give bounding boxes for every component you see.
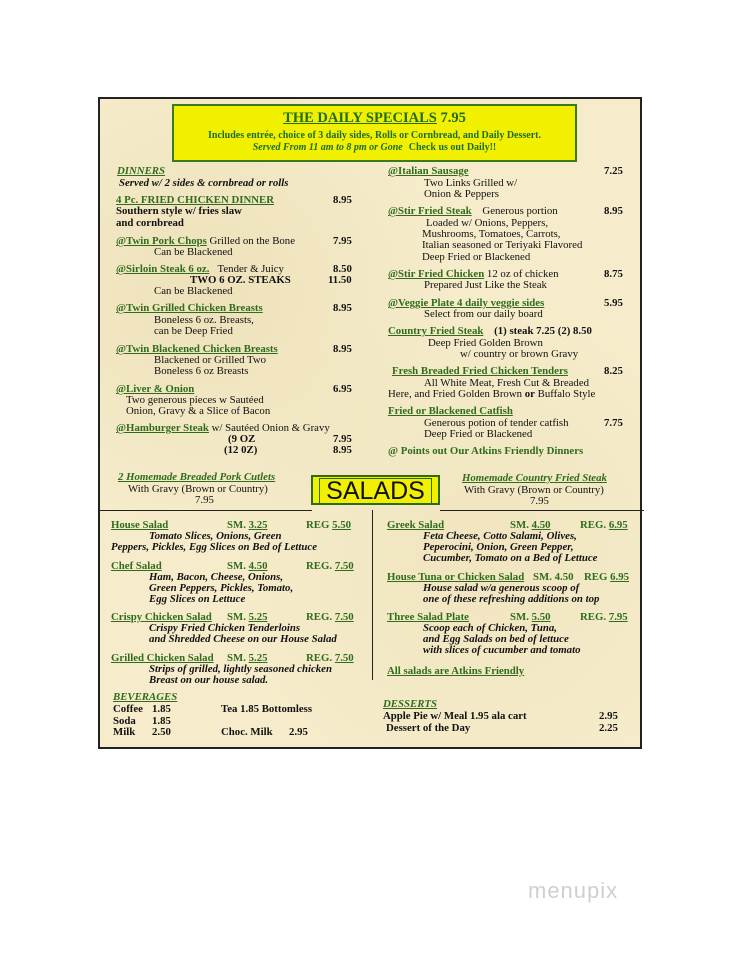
stir-fried-steak-price: 8.95 [604,205,623,217]
italian-desc2: Onion & Peppers [424,188,499,200]
salad-name: House Tuna or Chicken Salad [387,571,525,583]
italian-desc: Two Links Grilled w/ [424,177,518,189]
section-divider-right [440,510,644,511]
salad-description: Scoop each of Chicken, Tuna, [423,622,557,634]
salad-sm-price: SM. 5.50 [510,611,551,623]
salad-sm-price: SM. 3.25 [227,519,268,531]
apple-pie-item: Apple Pie w/ Meal 1.95 ala cart [383,710,527,722]
sirloin-price2: 11.50 [328,274,352,286]
beverages-heading: BEVERAGES [113,691,178,703]
banner-title: THE DAILY SPECIALS 7.95 [283,110,466,126]
blackened-chicken-item: @Twin Blackened Chicken Breasts [116,343,278,355]
salads-heading: SALADS [319,478,432,504]
banner-served: Served From 11 am to 8 pm or Gone Check us out Daily!! [252,142,497,153]
hamburger-size1: (9 OZ [228,433,256,445]
fried-chicken-desc2: and cornbread [116,217,184,229]
country-special-desc: With Gravy (Brown or Country) [464,484,604,496]
tea-item: Tea 1.85 Bottomless [221,703,313,715]
liver-desc2: Onion, Gravy & a Slice of Bacon [126,405,271,417]
soda-label: Soda [113,715,136,727]
italian-sausage-price: 7.25 [604,165,623,177]
dessert-of-day: Dessert of the Day [386,722,471,734]
hamburger-item: @Hamburger Steak w/ Sautéed Onion & Gravy [116,422,330,434]
salad-description: and Egg Salads on bed of lettuce [423,633,569,645]
country-special-price: 7.95 [530,495,549,507]
fried-chicken-dinner: 4 Pc. FRIED CHICKEN DINNER [116,194,275,206]
salad-description: Feta Cheese, Cotto Salami, Olives, [423,530,577,542]
stir-fried-chicken-price: 8.75 [604,268,623,280]
stirfry-chicken-desc: Prepared Just Like the Steak [424,279,547,291]
stir-fried-steak-item: @Stir Fried Steak Generous portion [388,205,558,217]
salad-description: Egg Slices on Lettuce [149,593,246,605]
milk-price: 2.50 [152,726,171,738]
italian-sausage-item: @Italian Sausage [388,165,469,177]
sirloin-two: TWO 6 OZ. STEAKS [190,274,291,286]
hamburger-price1: 7.95 [333,433,352,445]
pork-chops-item: @Twin Pork Chops Grilled on the Bone [116,235,296,247]
liver-price: 6.95 [333,383,352,395]
choc-milk-price: 2.95 [289,726,308,738]
salad-name: Grilled Chicken Salad [111,652,214,664]
salad-sm-price: SM. 4.50 [227,560,268,572]
salad-reg-price: REG. 7.50 [306,611,354,623]
sirloin-price: 8.50 [333,263,352,275]
stirfry-desc2: Mushrooms, Tomatoes, Carrots, [422,228,561,240]
dinners-sub: Served w/ 2 sides & cornbread or rolls [119,177,289,189]
salad-description: Peppers, Pickles, Egg Slices on Bed of Lettuce [111,541,318,553]
salad-sm-price: SM. 4.50 [533,571,574,583]
country-fried-special: Homemade Country Fried Steak [462,472,607,484]
dessert-of-day-price: 2.25 [599,722,618,734]
catfish-item: Fried or Blackened Catfish [388,405,513,417]
catfish-desc: Generous potion of tender catfish [424,417,569,429]
salad-name: House Salad [111,519,169,531]
apple-pie-price: 2.95 [599,710,618,722]
milk-label: Milk [113,726,136,738]
salad-reg-price: REG 6.95 [584,571,630,583]
fried-chicken-price: 8.95 [333,194,352,206]
menu-page [98,97,642,749]
veggie-plate-item: @Veggie Plate 4 daily veggie sides [388,297,545,309]
fried-chicken-desc: Southern style w/ fries slaw [116,205,242,217]
salad-description: Ham, Bacon, Cheese, Onions, [149,571,284,583]
atkins-salads-note: All salads are Atkins Friendly [387,665,525,677]
salad-name: Three Salad Plate [387,611,469,623]
salad-description: one of these refreshing additions on top [423,593,600,605]
salad-description: House salad w/a generous scoop of [423,582,580,594]
dinners-heading: DINNERS [117,165,166,177]
salad-description: Breast on our house salad. [149,674,269,686]
veggie-plate-price: 5.95 [604,297,623,309]
sirloin-desc: Can be Blackened [154,285,233,297]
salad-name: Crispy Chicken Salad [111,611,212,623]
grilled-chicken-price: 8.95 [333,302,352,314]
banner-includes: Includes entrée, choice of 3 daily sides, Rolls or Cornbread, and Daily Dessert. [208,130,541,141]
tenders-desc2: Here, and Fried Golden Brown or Buffalo Style [388,388,596,400]
pork-chops-price: 7.95 [333,235,352,247]
salad-description: Strips of grilled, lightly seasoned chicken [149,663,332,675]
salad-sm-price: SM. 5.25 [227,611,268,623]
liver-desc: Two generous pieces w Sautéed [126,394,264,406]
salad-description: Peperocini, Onion, Green Pepper, [423,541,574,553]
salad-reg-price: REG 5.50 [306,519,352,531]
stirfry-desc1: Loaded w/ Onions, Peppers, [426,217,549,229]
daily-specials-banner [172,104,577,162]
salad-reg-price: REG. 6.95 [580,519,628,531]
atkins-note: @ Points out Our Atkins Friendly Dinners [388,445,584,457]
country-fried-steak-item: Country Fried Steak (1) steak 7.25 (2) 8.50 [388,325,592,337]
blackened-chicken-price: 8.95 [333,343,352,355]
country-steak-desc: Deep Fried Golden Brown [428,337,543,349]
section-divider-left [100,510,312,511]
catfish-desc2: Deep Fried or Blackened [424,428,533,440]
veggie-desc: Select from our daily board [424,308,543,320]
salad-sm-price: SM. 5.25 [227,652,268,664]
catfish-price: 7.75 [604,417,623,429]
salad-name: Greek Salad [387,519,445,531]
stirfry-desc3: Italian seasoned or Teriyaki Flavored [422,239,583,251]
tenders-desc: All White Meat, Fresh Cut & Breaded [424,377,590,389]
salad-reg-price: REG. 7.95 [580,611,628,623]
choc-milk-label: Choc. Milk [221,726,273,738]
stirfry-desc4: Deep Fried or Blackened [422,251,531,263]
sirloin-item: @Sirloin Steak 6 oz. Tender & Juicy [116,263,284,275]
pork-chops-desc: Can be Blackened [154,246,233,258]
chicken-tenders-price: 8.25 [604,365,623,377]
liver-item: @Liver & Onion [116,383,195,395]
pork-cutlets-item: 2 Homemade Breaded Pork Cutlets [118,471,276,483]
salad-description: and Shredded Cheese on our House Salad [149,633,337,645]
salad-sm-price: SM. 4.50 [510,519,551,531]
blackened-chicken-desc: Blackened or Grilled Two [154,354,267,366]
cutlets-desc: With Gravy (Brown or Country) [128,483,268,495]
salad-description: Crispy Fried Chicken Tenderloins [149,622,301,634]
salad-column-divider [372,510,373,680]
grilled-chicken-desc: Boneless 6 oz. Breasts, [154,314,254,326]
watermark-logo: menupix [528,878,619,903]
salad-description: Green Peppers, Pickles, Tomato, [149,582,294,594]
salad-description: Cucumber, Tomato on a Bed of Lettuce [423,552,598,564]
salads-heading-box [311,475,440,505]
hamburger-size2: (12 0Z) [224,444,258,456]
country-steak-desc2: w/ country or brown Gravy [460,348,579,360]
desserts-heading: DESSERTS [383,698,438,710]
soda-price: 1.85 [152,715,171,727]
stir-fried-chicken-item: @Stir Fried Chicken 12 oz of chicken [388,268,559,280]
grilled-chicken-item: @Twin Grilled Chicken Breasts [116,302,263,314]
chicken-tenders-item: Fresh Breaded Fried Chicken Tenders [392,365,568,377]
cutlets-price: 7.95 [195,494,214,506]
coffee-label: Coffee [113,703,143,715]
grilled-chicken-desc2: can be Deep Fried [154,325,233,337]
salad-description: Tomato Slices, Onions, Green [149,530,282,542]
salad-name: Chef Salad [111,560,162,572]
salad-reg-price: REG. 7.50 [306,652,354,664]
coffee-price: 1.85 [152,703,171,715]
hamburger-price2: 8.95 [333,444,352,456]
salad-description: with slices of cucumber and tomato [423,644,581,656]
salad-reg-price: REG. 7.50 [306,560,354,572]
blackened-chicken-desc2: Boneless 6 oz Breasts [154,365,249,377]
